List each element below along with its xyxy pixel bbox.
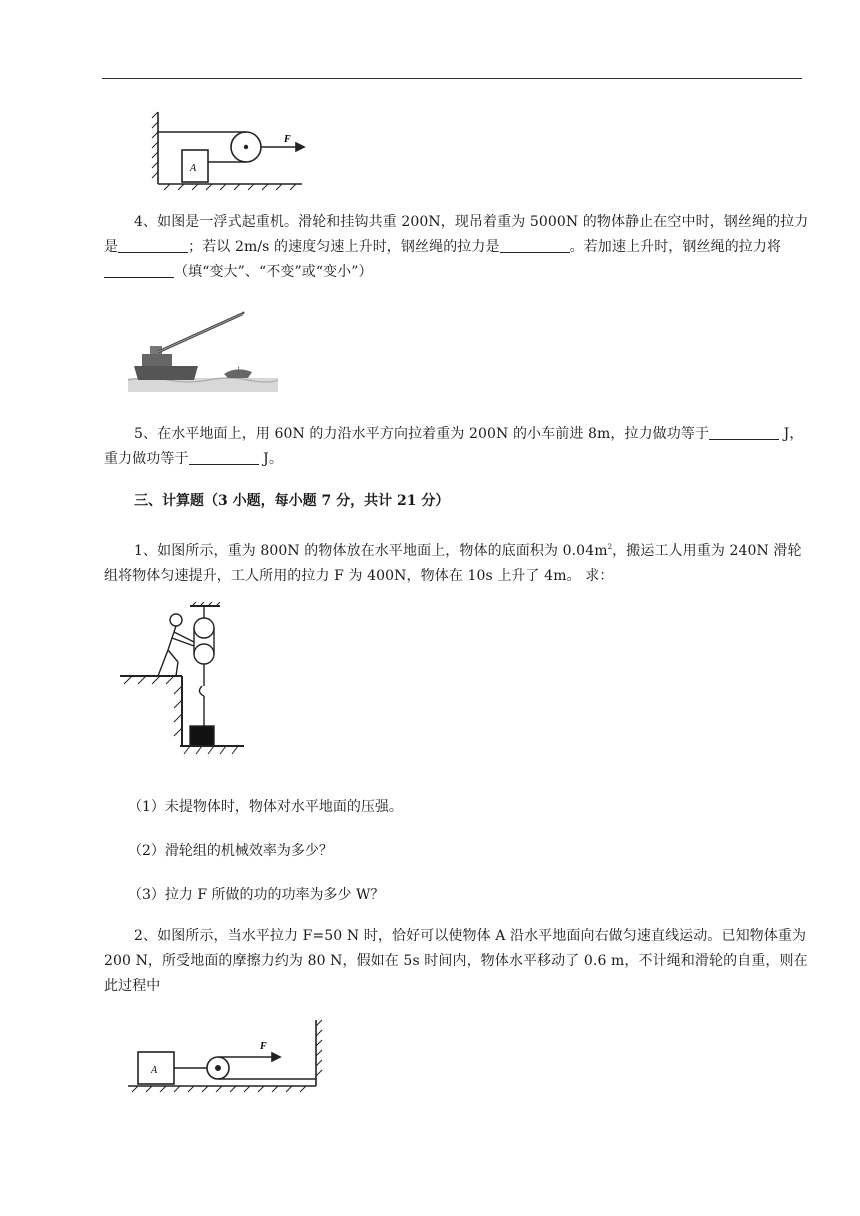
question-5: 5、在水平地面上，用 60N 的力沿水平方向拉着重为 200N 的小车前进 8m，拉力做功等于 J，重力做功等于 J。 <box>104 426 804 467</box>
label-block-a: A <box>190 163 197 174</box>
blank <box>189 450 259 465</box>
section-title: 三、计算题（3 小题，每小题 7 分，共计 21 分） <box>134 493 450 509</box>
figure-worker-pulley <box>120 602 250 772</box>
blank <box>118 238 188 253</box>
blank <box>104 263 174 278</box>
calc-question-2: 2、如图所示，当水平拉力 F=50 N 时，恰好可以使物体 A 沿水平地面向右做匀速直线运动。已知物体重为 200 N，所受地面的摩擦力约为 80 N，假如在 5s 时间内，物体水平移动了 0.6 m，不计绳和滑轮的自重，则在此过程中 <box>104 928 808 994</box>
sub-question-3: （3）拉力 F 所做的功的功率为多少 W？ <box>128 887 385 903</box>
label-force-f: F <box>284 134 291 145</box>
sub-question-2: （2）滑轮组的机械效率为多少？ <box>128 843 333 859</box>
blank <box>709 425 779 440</box>
figure-pulley-wall-right <box>124 1016 324 1098</box>
figure-pulley-wall <box>150 100 310 192</box>
question-4: 4、如图是一浮式起重机。滑轮和挂钩共重 200N，现吊着重为 5000N 的物体静止在空中时，钢丝绳的拉力是 ；若以 2m/s 的速度匀速上升时，钢丝绳的拉力是 。若加速上升时，钢丝绳的拉力将（填“变大”、“不变”或“变小”） <box>104 214 809 280</box>
label-force-f: F <box>260 1041 267 1052</box>
label-block-a: A <box>151 1065 158 1076</box>
sub-question-1: （1）未提物体时，物体对水平地面的压强。 <box>128 799 403 815</box>
blank <box>500 238 570 253</box>
header-rule <box>102 78 802 79</box>
calc-question-1: 1、如图所示，重为 800N 的物体放在水平地面上，物体的底面积为 $0.04m^2$，搬运工人用重为 240N 滑轮组将物体匀速提升，工人所用的拉力 F 为 400N，物体在 10s 上升了 4m。 求： <box>104 543 802 584</box>
figure-floating-crane <box>128 308 278 392</box>
buoy-mark: ! <box>237 366 240 374</box>
